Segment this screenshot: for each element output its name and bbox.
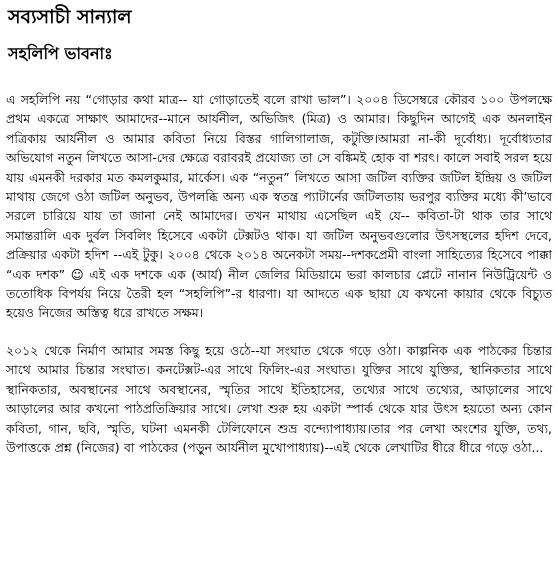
paragraph-2: ২০১২ থেকে নির্মাণ আমার সমস্ত কিছু হয়ে ওঠে--যা সংঘাত থেকে গড়ে ওঠা। কাল্পনিক এক পাঠকের চিন্তার সাথে আমার চিন্তার সংঘাত। কনটেক্সট-এর সাথে ফিলিং-এর সংঘাত। যুক্তির সাথে যুক্তির, স্থানিকতার সাথে স্থানিকতার, অবস্থানের সাথে অবস্থানের, স্মৃতির সাথে ইতিহাসের, তথ্যের সাথে তথ্যের, আড়ালের সাথে আড়ালের আর কখনো পাঠপ্রতিক্রিয়ার সাথে। লেখা শুরু হয় একটা স্পার্ক থেকে যার উৎস হয়তো অন্য কোন কবিতা, গান, ছবি, স্মৃতি, ঘটনা এমনকী টেলিফোনে শুভ্র বন্দ্যোপাধ্যায়।তার পর লেখা অংশের যুক্তি, তথ্য, উপাত্তকে প্রশ্ন (নিজের) বা পাঠকের (পড়ুন আর্যনীল মুখোপাধ্যায়)--এই থেকে লেখাটির ধীরে ধীরে গড়ে ওঠা... (6, 342, 552, 455)
paragraph-1: এ সহলিপি নয় “গোড়ার কথা মাত্র-- যা গোড়াতেই বলে রাখা ভাল”। ২০০৪ ডিসেম্বরে কৌরব ১০০ উপলক্ষে প্রথম একত্রে সাক্ষাৎ আমাদের--মানে আর্যনীল, অভিজিৎ (মিত্র) ও আমার। কিছুদিন আগেই এক অনলাইন পত্রিকায় আর্যনীল ও আমার কবিতা নিয়ে বিস্তর গালিগালাজ, কটুক্তি।আমরা না-কী দূর্বোধ্য। দূর্বোধ্যতার অভিযোগ নতুন লিখতে আসা-দের ক্ষেত্রে বরাবরই প্রযোজ্য তা সে বঙ্কিমই হোক বা শরৎ। কালে সবাই সরল হয়ে যায় এমনকী দরকার মত কমলকুমার, মার্কেস। এক “নতুন” লিখতে আসা জটিল ব্যক্তির জটিল ইন্দ্রিয় ও জটিল মাথায় জেগে ওঠা জটিল অনুভব, উপলব্ধি অন্য এক স্বতন্ত্র প্যাটার্নের জটিলতায় ভরপুর ব্যক্তির মধ্যে কী’ভাবে সরলে চারিয়ে যায় তা জানা নেই আমাদের। তখন মাথায় এসেছিল এই যে-- কবিতা-টা থাক তার সাথে সমান্তরালি এক দুর্বল সিবলিং হিসেবে একটা টেক্সটও থাক। যা জটিল অনুভবগুলোর উৎসস্থলের হদিশ দেবে, প্রক্রিয়ার একটা হদিশ --এই টুকু। ২০০৪ থেকে ২০১৪ অনেকটা সময়--দশকপ্রেমী বাংলা সাহিত্যের হিসেবে পাক্কা “এক দশক” ☺ এই এক দশকে এক (আর্য) নীল জেলির মিডিয়ামে ভরা কালচার প্লেটে নানান নিউট্রিয়েন্ট ও ততোধিক বিপর্যয় নিয়ে তৈরী হল “সহলিপি”-র ধারণা। যা আদতে এক ছায়া যে কখনো কায়ার থেকে বিচ্যুত হয়েও নিজের অস্তিত্ব ধরে রাখতে সক্ষম। (6, 92, 552, 321)
section-heading: সহলিপি ভাবনাঃ (8, 44, 113, 63)
author-name: সব্যসাচী সান্যাল (8, 6, 132, 28)
